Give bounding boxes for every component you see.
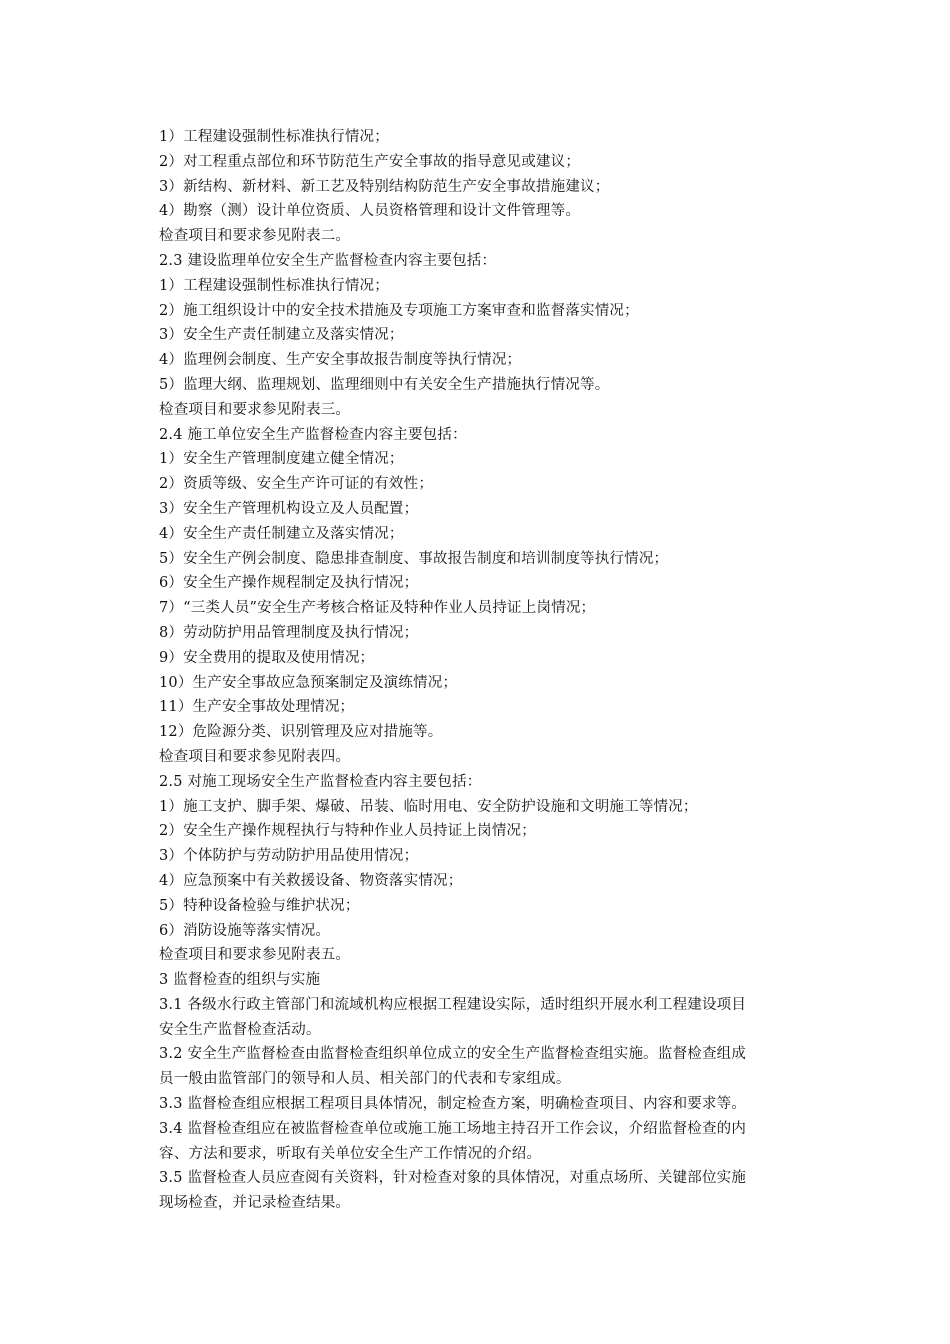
- list-item: 3）安全生产责任制建立及落实情况；: [159, 327, 404, 344]
- list-item: 2）安全生产操作规程执行与特种作业人员持证上岗情况；: [159, 823, 536, 840]
- document-body: [159, 125, 801, 1216]
- reference-note: 检查项目和要求参见附表三。: [159, 401, 351, 418]
- list-item: 11）生产安全事故处理情况；: [159, 699, 355, 716]
- list-item: 3）安全生产管理机构设立及人员配置；: [159, 500, 419, 517]
- list-item: 6）消防设施等落实情况。: [159, 922, 331, 939]
- list-item: 2）对工程重点部位和环节防范生产安全事故的指导意见或建议；: [159, 153, 581, 170]
- section-heading: 2.3 建设监理单位安全生产监督检查内容主要包括：: [159, 252, 497, 269]
- reference-note: 检查项目和要求参见附表五。: [159, 947, 351, 964]
- reference-note: 检查项目和要求参见附表四。: [159, 748, 351, 765]
- paragraph-line: 3.1 各级水行政主管部门和流域机构应根据工程建设实际，适时组织开展水利工程建设项目: [159, 996, 747, 1013]
- list-item: 8）劳动防护用品管理制度及执行情况；: [159, 624, 419, 641]
- list-item: 3）新结构、新材料、新工艺及特别结构防范生产安全事故措施建议；: [159, 178, 610, 195]
- list-item: 5）特种设备检验与维护状况；: [159, 897, 360, 914]
- paragraph-line: 3.5 监督检查人员应查阅有关资料，针对检查对象的具体情况，对重点场所、关键部位实施: [159, 1170, 747, 1187]
- section-heading: 2.5 对施工现场安全生产监督检查内容主要包括：: [159, 773, 482, 790]
- list-item: 6）安全生产操作规程制定及执行情况；: [159, 575, 419, 592]
- list-item: 1）施工支护、脚手架、爆破、吊装、临时用电、安全防护设施和文明施工等情况；: [159, 798, 698, 815]
- list-item: 1）工程建设强制性标准执行情况；: [159, 277, 389, 294]
- paragraph-line: 3.2 安全生产监督检查由监督检查组织单位成立的安全生产监督检查组实施。监督检查组成: [159, 1046, 747, 1063]
- list-item: 1）工程建设强制性标准执行情况；: [159, 129, 389, 145]
- list-item: 10）生产安全事故应急预案制定及演练情况；: [159, 674, 458, 691]
- list-item: 7）“三类人员”安全生产考核合格证及特种作业人员持证上岗情况；: [159, 600, 596, 617]
- section-heading: 3 监督检查的组织与实施: [159, 972, 321, 989]
- list-item: 4）监理例会制度、生产安全事故报告制度等执行情况；: [159, 352, 522, 369]
- section-heading: 2.4 施工单位安全生产监督检查内容主要包括：: [159, 426, 467, 443]
- list-item: 2）施工组织设计中的安全技术措施及专项施工方案审查和监督落实情况；: [159, 302, 639, 319]
- paragraph-line: 容、方法和要求，听取有关单位安全生产工作情况的介绍。: [159, 1145, 542, 1162]
- paragraph-line: 3.3 监督检查组应根据工程项目具体情况，制定检查方案，明确检查项目、内容和要求等。: [159, 1096, 747, 1113]
- paragraph-line: 安全生产监督检查活动。: [159, 1021, 321, 1038]
- list-item: 9）安全费用的提取及使用情况；: [159, 649, 375, 666]
- list-item: 1）安全生产管理制度建立健全情况；: [159, 451, 404, 468]
- list-item: 5）安全生产例会制度、隐患排查制度、事故报告制度和培训制度等执行情况；: [159, 550, 669, 567]
- paragraph-line: 员一般由监管部门的领导和人员、相关部门的代表和专家组成。: [159, 1071, 571, 1088]
- reference-note: 检查项目和要求参见附表二。: [159, 228, 351, 245]
- paragraph-line: 3.4 监督检查组应在被监督检查单位或施工施工场地主持召开工作会议，介绍监督检查的内: [159, 1120, 747, 1137]
- list-item: 4）勘察（测）设计单位资质、人员资格管理和设计文件管理等。: [159, 203, 581, 220]
- list-item: 5）监理大纲、监理规划、监理细则中有关安全生产措施执行情况等。: [159, 376, 610, 393]
- list-item: 4）应急预案中有关救援设备、物资落实情况；: [159, 872, 463, 889]
- paragraph-line: 现场检查，并记录检查结果。: [159, 1195, 351, 1212]
- list-item: 4）安全生产责任制建立及落实情况；: [159, 525, 404, 542]
- list-item: 2）资质等级、安全生产许可证的有效性；: [159, 476, 434, 493]
- list-item: 3）个体防护与劳动防护用品使用情况；: [159, 848, 419, 865]
- list-item: 12）危险源分类、识别管理及应对措施等。: [159, 724, 443, 741]
